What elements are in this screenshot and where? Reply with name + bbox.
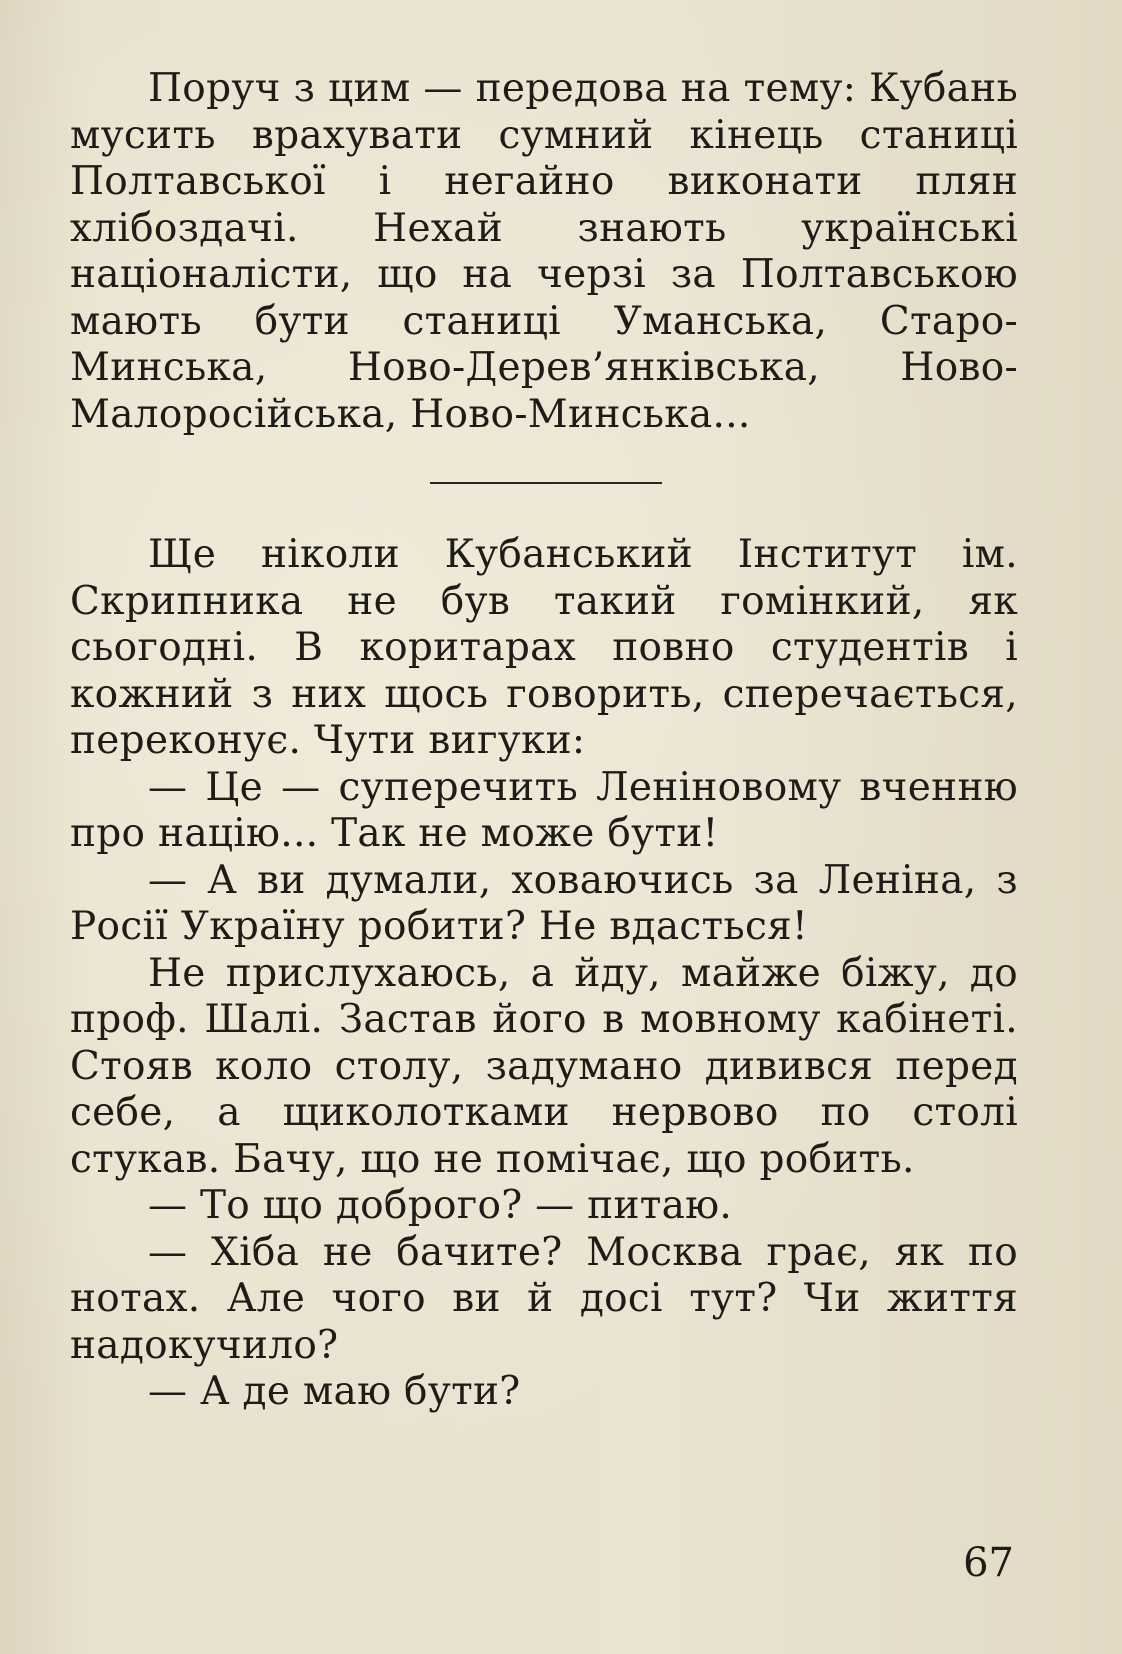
- section-1: [70, 66, 1018, 438]
- dialogue-line: — А ви думали, ховаючись за Леніна, з Росії Україну робити? Не вдасться!: [70, 857, 1018, 949]
- dialogue-line: — Це — суперечить Леніновому вченню про націю... Так не може бути!: [70, 764, 1018, 856]
- dialogue-line: — Хіба не бачите? Москва грає, як по нотах. Але чого ви й досі тут? Чи життя надокучило?: [70, 1229, 1018, 1368]
- section-divider: [430, 482, 662, 484]
- dialogue-line: — То що доброго? — питаю.: [148, 1183, 733, 1228]
- paragraph: Ще ніколи Кубанський Інститут ім. Скрипника не був такий гомінкий, як сьогодні. В коритарах повно студентів і кожний з них щось говорить, сперечається, переконує. Чути вигуки:: [70, 532, 1018, 763]
- dialogue-line: — А де маю бути?: [148, 1369, 521, 1414]
- paragraph: Поруч з цим — передова на тему: Кубань мусить врахувати сумний кінець станиці Полтавської і негайно виконати плян хлібоздачі. Нехай знають українські націоналісти, що на черзі за Полтавською мають бути станиці Уманська, Старо-Минська, Ново-Дерев’янківська, Ново-Малоросійська, Ново-Минська...: [70, 66, 1018, 437]
- page-number: 67: [963, 1540, 1014, 1586]
- paragraph: Не прислухаюсь, а йду, майже біжу, до проф. Шалі. Застав його в мовному кабінеті. Стояв коло столу, задумано дивився перед себе, а щиколотками нервово по столі стукав. Бачу, що не помічає, що робить.: [70, 950, 1018, 1182]
- section-2: [70, 532, 1018, 1416]
